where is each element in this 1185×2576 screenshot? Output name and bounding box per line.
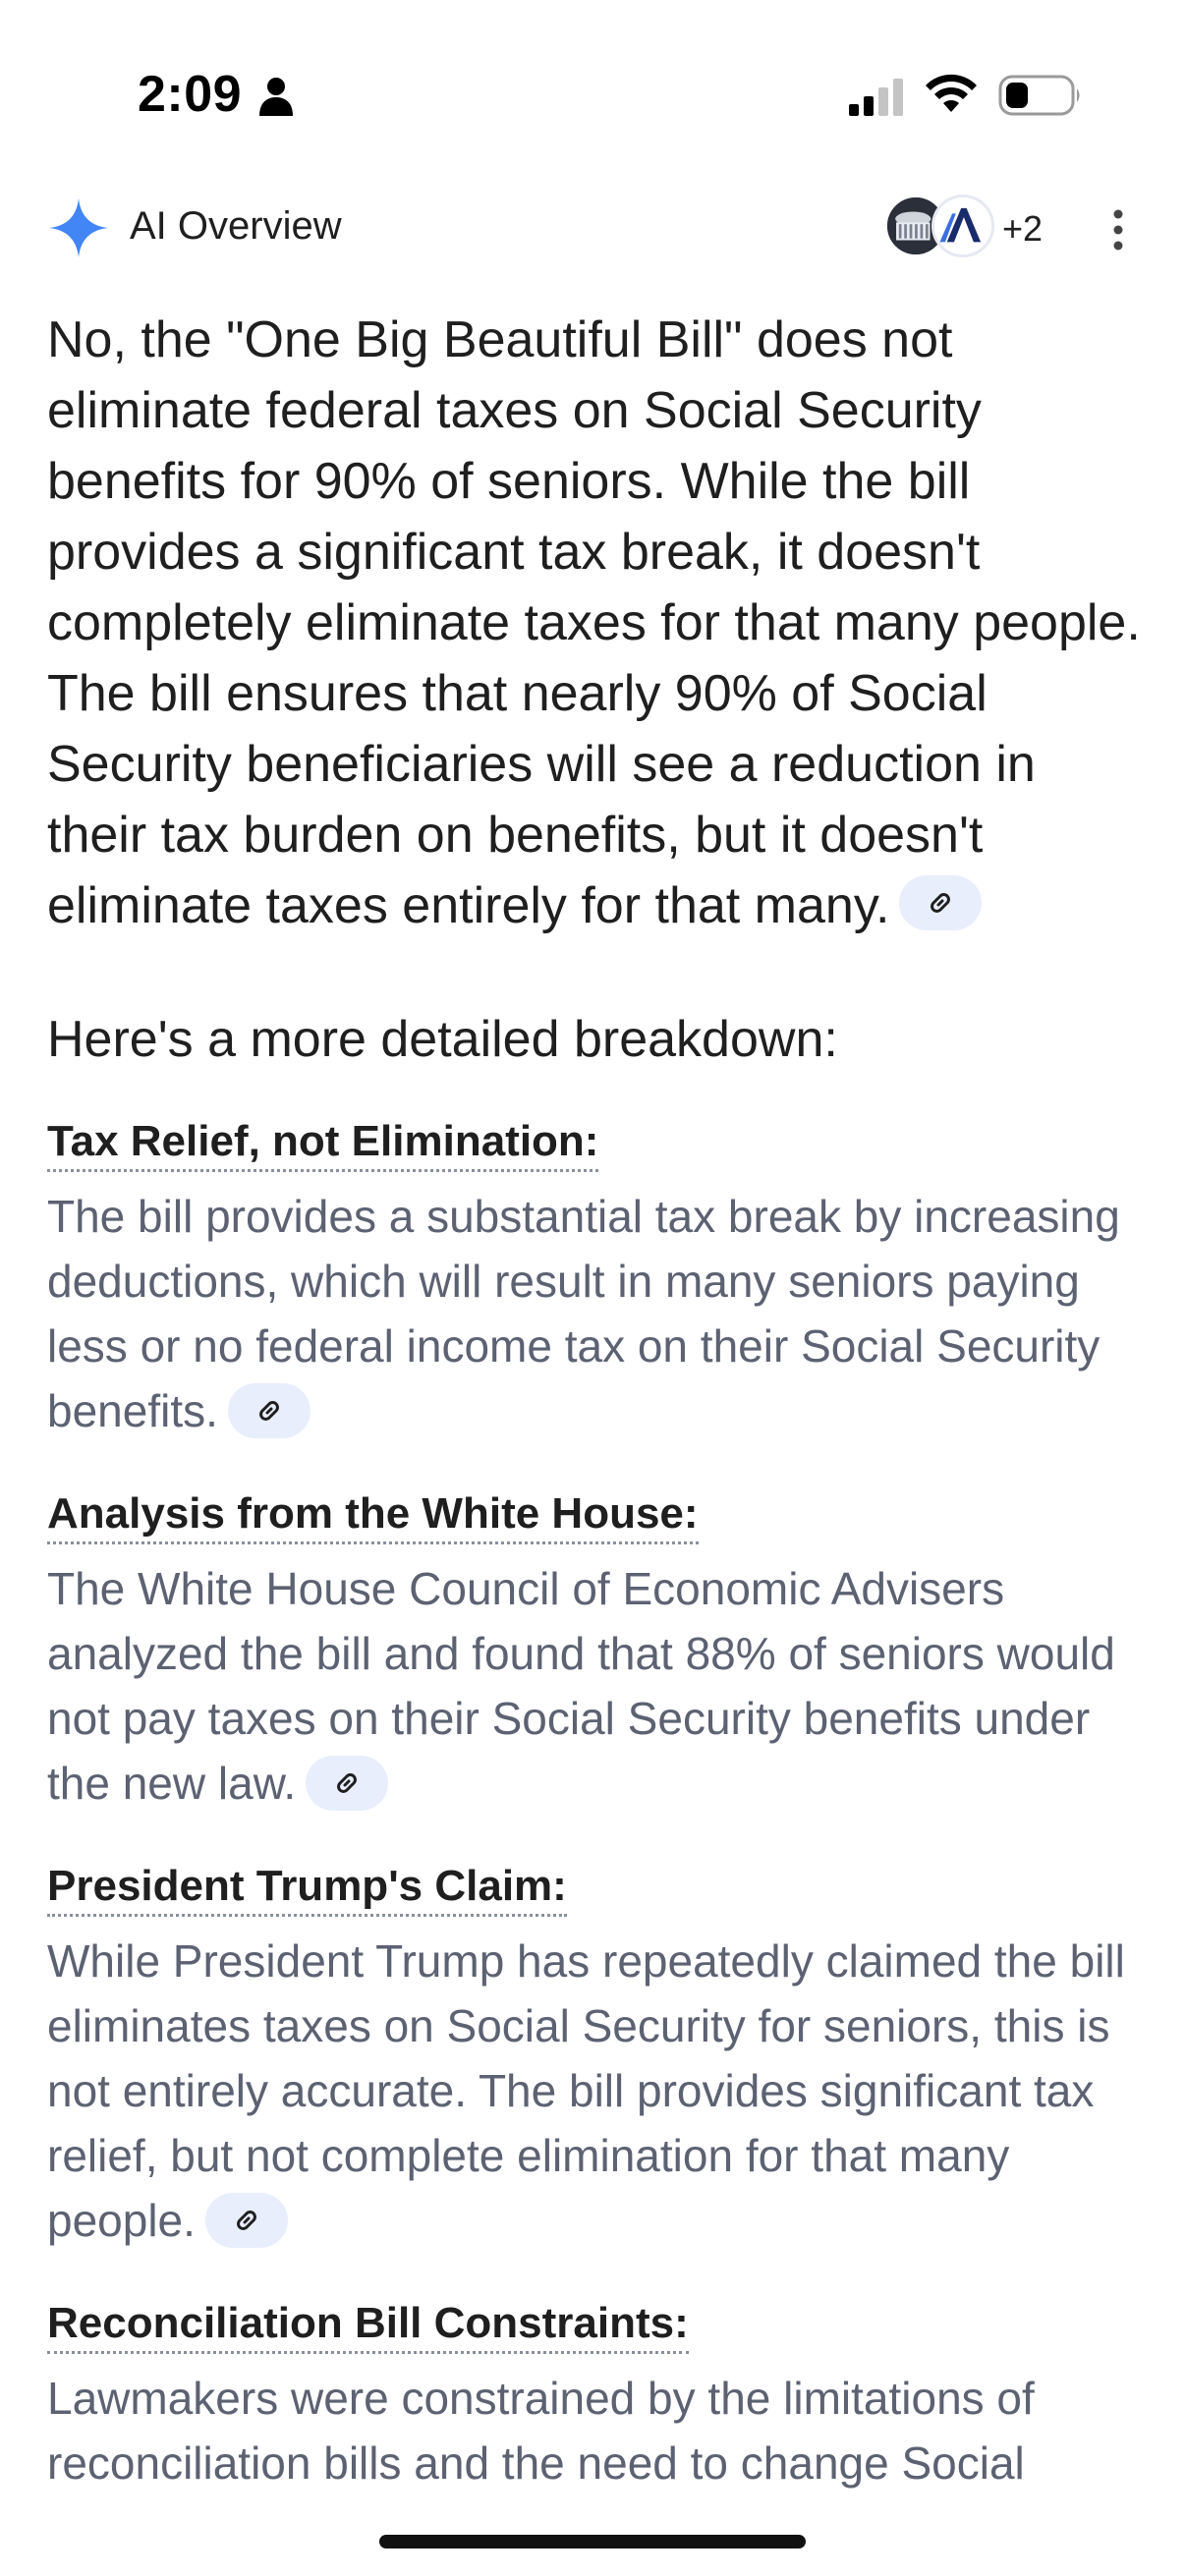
ai-overview-title: AI Overview xyxy=(130,204,342,248)
more-sources-count[interactable]: +2 xyxy=(1002,208,1044,249)
source-avatars[interactable] xyxy=(884,195,992,259)
section-body-text: Lawmakers were constrained by the limitations of reconciliation bills and the need to change Social xyxy=(47,2373,1035,2489)
breakdown-section xyxy=(47,1114,1148,1443)
link-icon xyxy=(232,2206,261,2235)
sparkle-icon xyxy=(47,196,110,259)
section-body xyxy=(47,1929,1148,2253)
source-avatar-2[interactable] xyxy=(931,195,994,257)
section-body xyxy=(47,2366,1148,2495)
battery-icon xyxy=(998,75,1083,116)
person-icon xyxy=(257,77,295,116)
section-body-text: The White House Council of Economic Advisers analyzed the bill and found that 88% of seniors would not pay taxes on their Social Security benefits under the new law. xyxy=(47,1563,1115,1809)
breakdown-heading: Here's a more detailed breakdown: xyxy=(47,1011,838,1068)
overview-content xyxy=(47,305,1148,2495)
wifi-icon xyxy=(924,71,979,114)
citation-link-chip[interactable] xyxy=(899,875,982,930)
status-time: 2:09 xyxy=(138,66,243,123)
link-icon xyxy=(926,888,955,918)
source-logo-icon xyxy=(934,197,991,254)
kebab-icon[interactable] xyxy=(1099,208,1138,252)
summary-paragraph xyxy=(47,305,1148,941)
section-title[interactable]: Tax Relief, not Elimination: xyxy=(47,1114,598,1172)
link-icon xyxy=(254,1396,284,1426)
summary-text: No, the "One Big Beautiful Bill" does not eliminate federal taxes on Social Security benefits for 90% of seniors. While the bill provides a significant tax break, it doesn't completely eliminate taxes for that many people. The bill ensures that nearly 90% of Social Security beneficiaries will see a reduction in their tax burden on benefits, but it doesn't eliminate taxes entirely for that many. xyxy=(47,311,1141,934)
signal-icon xyxy=(847,77,906,116)
section-title[interactable]: President Trump's Claim: xyxy=(47,1859,567,1917)
link-icon xyxy=(332,1768,362,1798)
breakdown-section xyxy=(47,1486,1148,1816)
section-body xyxy=(47,1184,1148,1443)
breakdown-section xyxy=(47,1859,1148,2253)
section-body xyxy=(47,1556,1148,1816)
citation-link-chip[interactable] xyxy=(306,1756,388,1811)
ai-overview-header xyxy=(0,187,1185,269)
section-title[interactable]: Reconciliation Bill Constraints: xyxy=(47,2296,689,2354)
section-body-text: While President Trump has repeatedly claimed the bill eliminates taxes on Social Security for seniors, this is not entirely accurate. The bill provides significant tax relief, but not complete elimination for that many people. xyxy=(47,1935,1125,2246)
section-body-text: The bill provides a substantial tax break by increasing deductions, which will result in many seniors paying less or no federal income tax on their Social Security benefits. xyxy=(47,1191,1120,1436)
section-title[interactable]: Analysis from the White House: xyxy=(47,1486,699,1544)
status-bar xyxy=(0,0,1185,187)
breakdown-section xyxy=(47,2296,1148,2495)
home-indicator[interactable] xyxy=(379,2535,806,2548)
citation-link-chip[interactable] xyxy=(205,2193,288,2248)
citation-link-chip[interactable] xyxy=(228,1383,310,1438)
